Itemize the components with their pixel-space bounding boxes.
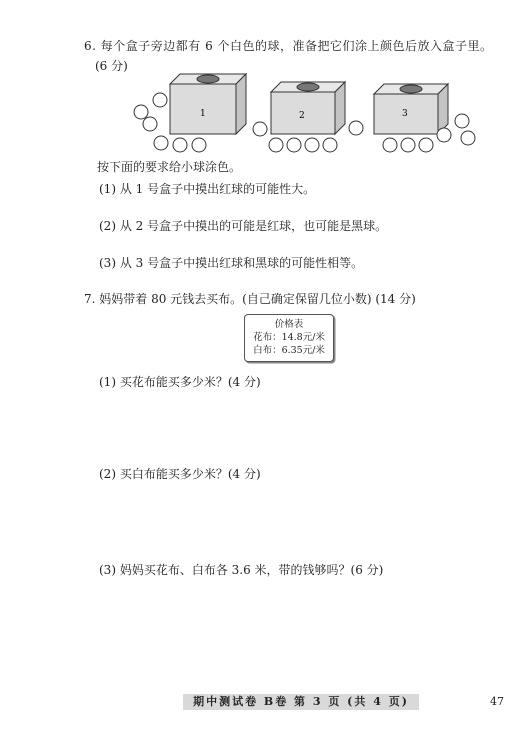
ball	[305, 138, 319, 152]
ball	[401, 138, 415, 152]
box-2	[253, 82, 363, 152]
q6-score: (6 分)	[95, 59, 128, 73]
ball	[143, 117, 157, 131]
ball	[253, 122, 267, 136]
q6-item-2: (2) 从 2 号盒子中摸出的可能是红球，也可能是黑球。	[99, 219, 388, 233]
ball	[419, 138, 433, 152]
boxes-figure	[128, 72, 488, 158]
ball	[287, 138, 301, 152]
footer-label: 期中测试卷 B卷 第 3 页 (共 4 页)	[183, 694, 419, 710]
ball	[349, 121, 363, 135]
ball	[323, 138, 337, 152]
q7-item-2: (2) 买白布能买多少米？(4 分)	[99, 467, 261, 481]
ball	[153, 93, 167, 107]
q6-instruction: 按下面的要求给小球涂色。	[97, 160, 242, 174]
box-3	[374, 84, 475, 152]
price-table	[244, 314, 334, 362]
ball	[455, 114, 469, 128]
ball	[437, 128, 451, 142]
box-2-label: 2	[299, 111, 305, 121]
q6-title: 6. 每个盒子旁边都有 6 个白色的球，准备把它们涂上颜色后放入盒子里。	[84, 39, 493, 53]
ball	[134, 105, 148, 119]
price-row-white: 白布：6.35元/米	[253, 345, 325, 356]
box-1-label: 1	[200, 109, 206, 119]
ball	[154, 136, 168, 150]
q6-item-1: (1) 从 1 号盒子中摸出红球的可能性大。	[99, 182, 316, 196]
q7-item-1: (1) 买花布能买多少米？(4 分)	[99, 375, 261, 389]
ball	[192, 138, 206, 152]
q6-item-3: (3) 从 3 号盒子中摸出红球和黑球的可能性相等。	[99, 256, 364, 270]
box-3-label: 3	[402, 109, 408, 119]
ball	[383, 138, 397, 152]
q7-item-3: (3) 妈妈买花布、白布各 3.6 米，带的钱够吗？(6 分)	[99, 563, 384, 577]
price-row-floral: 花布：14.8元/米	[253, 332, 325, 343]
ball	[461, 131, 475, 145]
box-1	[134, 74, 246, 152]
page-number: 47	[490, 695, 504, 708]
q7-title: 7. 妈妈带着 80 元钱去买布。(自己确定保留几位小数) (14 分)	[84, 292, 416, 306]
price-table-title: 价格表	[274, 319, 304, 330]
ball	[173, 138, 187, 152]
ball	[269, 138, 283, 152]
